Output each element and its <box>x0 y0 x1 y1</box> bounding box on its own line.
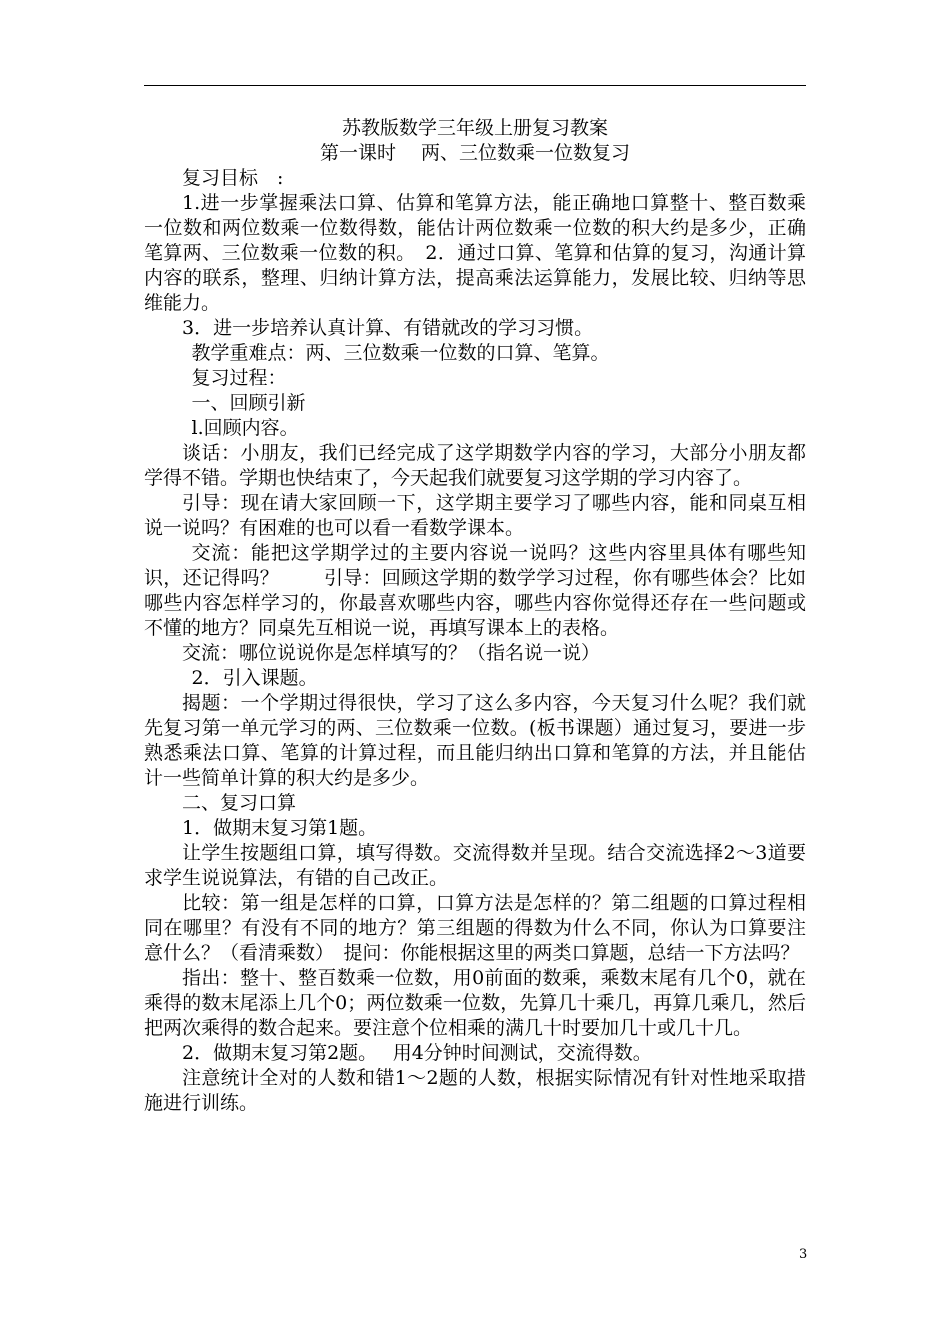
paragraph-students-calc: 让学生按题组口算，填写得数。交流得数并呈现。结合交流选择2～3道要求学生说说算法，有错的自己改正。 <box>144 842 806 889</box>
paragraph-compare: 比较：第一组是怎样的口算，口算方法是怎样的？第二组题的口算过程相同在哪里？有没有不同的地方？第三组题的得数为什么不同，你认为口算要注意什么？（看清乘数） 提问：你能根据这里的两类口算题，总结一下方法吗？ <box>144 892 806 964</box>
paragraph-statistics: 注意统计全对的人数和错1～2题的人数，根据实际情况有针对性地采取措施进行训练。 <box>144 1067 806 1114</box>
paragraph-review-content: l.回顾内容。 <box>191 417 299 439</box>
paragraph-reveal-topic: 揭题：一个学期过得很快，学习了这么多内容，今天复习什么呢？我们就先复习第一单元学习的两、三位数乘一位数。(板书课题）通过复习，要进一步熟悉乘法口算、笔算的计算过程，而且能归纳出口算和笔算的方法，并且能估计一些简单计算的积大约是多少。 <box>144 692 806 789</box>
section-heading-oral-calc: 二、复习口算 <box>182 792 297 814</box>
header-rule <box>144 85 806 86</box>
paragraph-introduce-topic: 2．引入课题。 <box>191 667 318 689</box>
section-heading-review: 一、回顾引新 <box>191 392 306 414</box>
document-body <box>144 116 806 1116</box>
page-number: 3 <box>799 1247 808 1262</box>
document-title: 苏教版数学三年级上册复习教案 <box>341 117 608 139</box>
paragraph-talk: 谈话：小朋友，我们已经完成了这学期数学内容的学习，大部分小朋友都学得不错。学期也快结束了，今天起我们就要复习这学期的学习内容了。 <box>144 442 806 489</box>
paragraph-process-heading: 复习过程： <box>191 367 287 389</box>
paragraph-goal-3: 3．进一步培养认真计算、有错就改的学习习惯。 <box>182 317 594 339</box>
paragraph-review-goals-heading: 复习目标 : <box>182 167 284 189</box>
paragraph-point-out: 指出：整十、整百数乘一位数，用0前面的数乘，乘数末尾有几个0，就在乘得的数末尾添上几个0；两位数乘一位数，先算几十乘几，再算几乘几，然后把两次乘得的数合起来。要注意个位相乘的满几十时要加几十或几十几。 <box>144 967 806 1039</box>
paragraph-exchange-1: 交流：能把这学期学过的主要内容说一说吗？这些内容里具体有哪些知识，还记得吗？ 引导：回顾这学期的数学学习过程，你有哪些体会？比如哪些内容怎样学习的，你最喜欢哪些内容，哪些内容你觉得还存在一些问题或不懂的地方？同桌先互相说一说，再填写课本上的表格。 <box>144 542 806 639</box>
paragraph-key-points: 教学重难点：两、三位数乘一位数的口算、笔算。 <box>191 342 610 364</box>
paragraph-guide: 引导：现在请大家回顾一下，这学期主要学习了哪些内容，能和同桌互相说一说吗？有困难的也可以看一看数学课本。 <box>144 492 806 539</box>
paragraph-exercise-2: 2．做期末复习第2题。 用4分钟时间测试，交流得数。 <box>182 1042 652 1064</box>
paragraph-exercise-1: 1．做期末复习第1题。 <box>182 817 378 839</box>
document-subtitle: 第一课时 两、三位数乘一位数复习 <box>319 142 631 164</box>
paragraph-exchange-2: 交流：哪位说说你是怎样填写的？（指名说一说） <box>182 642 601 664</box>
paragraph-goals-1-2: 1.进一步掌握乘法口算、估算和笔算方法，能正确地口算整十、整百数乘一位数和两位数乘一位数得数，能估计两位数乘一位数的积大约是多少，正确笔算两、三位数乘一位数的积。 2．通过口算、笔算和估算的复习，沟通计算内容的联系，整理、归纳计算方法，提高乘法运算能力，发展比较、归纳等思维能力。 <box>144 192 806 314</box>
